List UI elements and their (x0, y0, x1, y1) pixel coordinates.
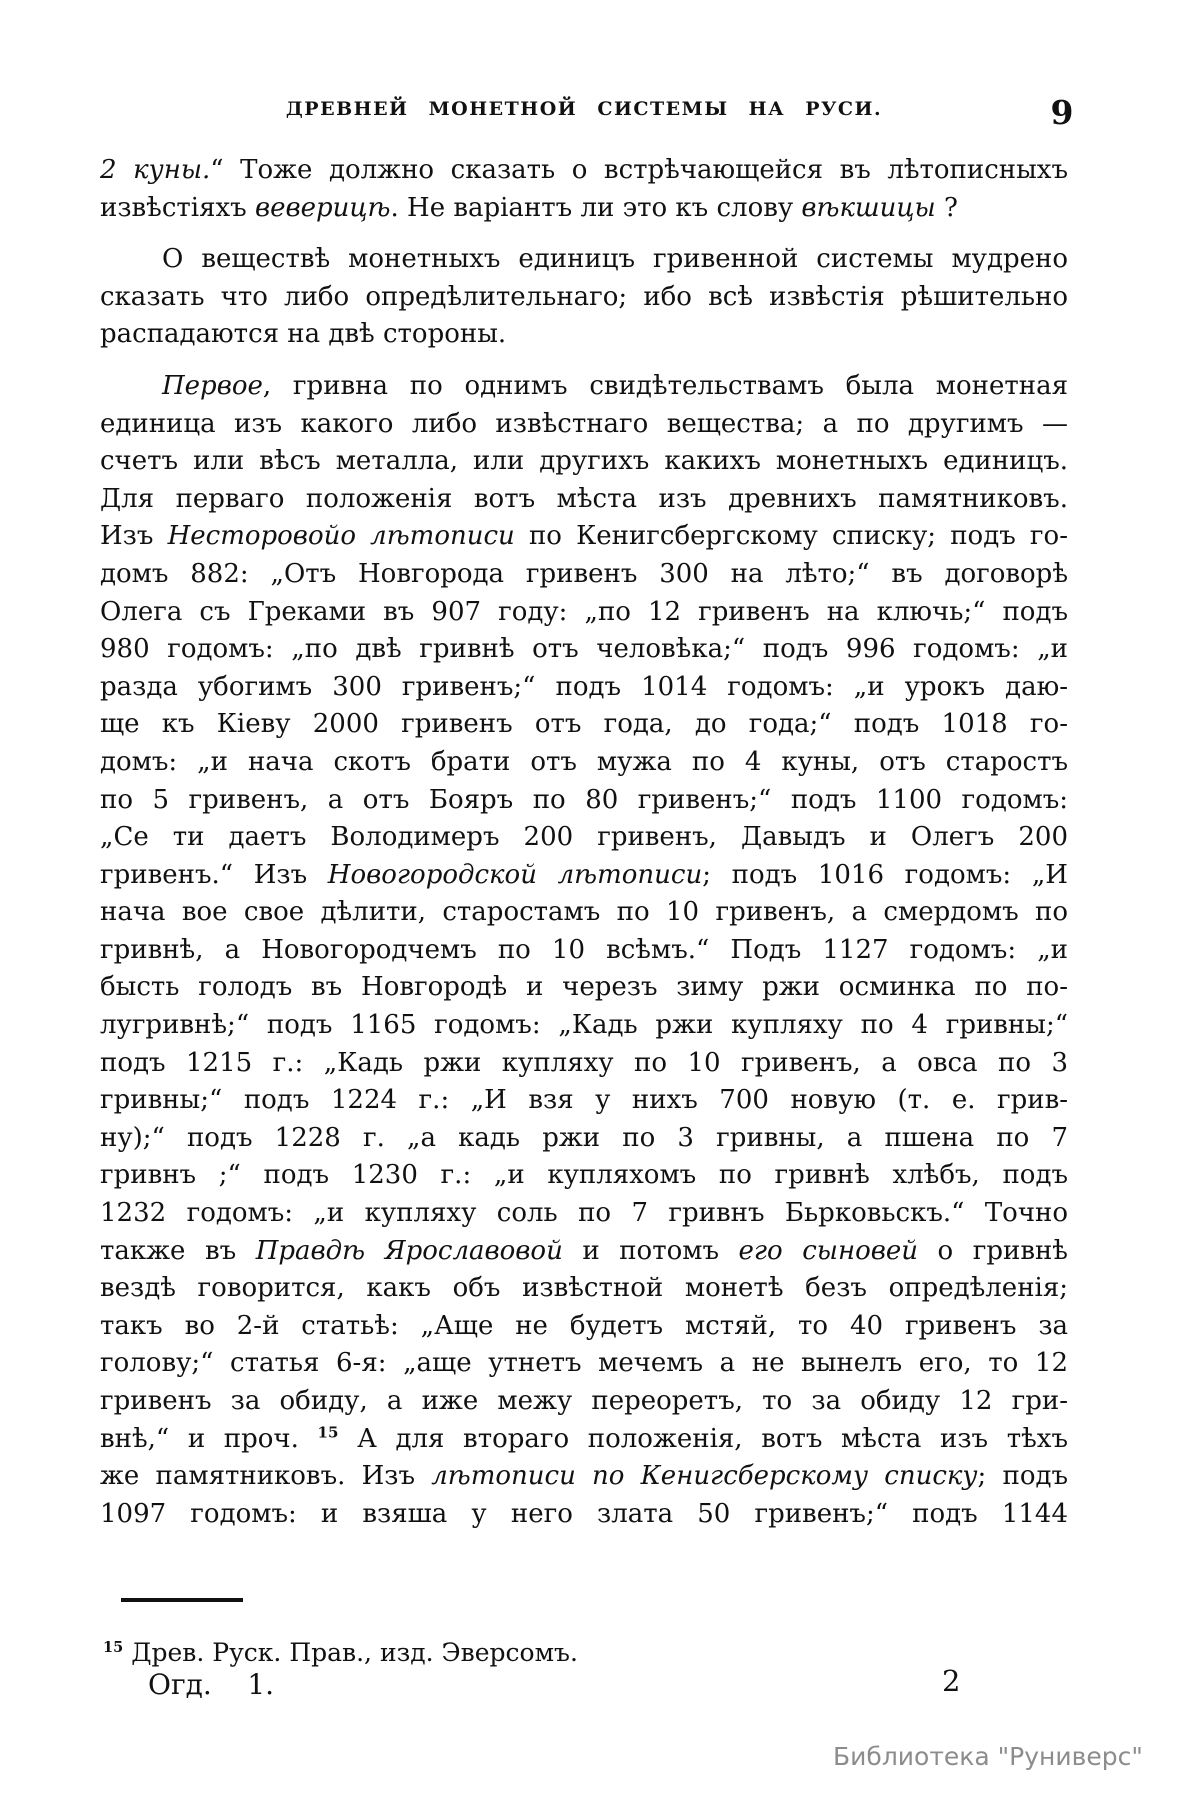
text-line: же памятниковъ. Изъ лѣтописи по Кенигсберскому списку; подъ (100, 1461, 1069, 1492)
library-watermark: Библиотека "Руниверс" (833, 1742, 1143, 1771)
text-line: домъ: „и нача скотъ брати отъ мужа по 4 куны, отъ старостъ (100, 746, 1068, 777)
text-line: разда убогимъ 300 гривенъ;“ подъ 1014 годомъ: „и урокъ даю- (100, 671, 1068, 702)
text-line: внѣ,“ и проч. $^{15}$ А для втораго положенія, вотъ мѣста изъ тѣхъ (100, 1422, 1068, 1454)
text-line: по 5 гривенъ, а отъ Бояръ по 80 гривенъ;“ подъ 1100 годомъ: (100, 784, 1068, 815)
text-line: ну);“ подъ 1228 г. „а кадь ржи по 3 гривны, а пшена по 7 (100, 1122, 1068, 1153)
text-line: голову;“ статья 6-я: „аще утнетъ мечемъ а не вынелъ его, то 12 (100, 1348, 1068, 1379)
paragraph (100, 368, 1068, 1533)
text-line: 2 куны.“ Тоже должно сказать о встрѣчающейся въ лѣтописныхъ (100, 155, 1068, 185)
header-title: ДРЕВНЕЙ МОНЕТНОЙ СИСТЕМЫ НА РУСИ. (285, 98, 883, 120)
text-line: О веществѣ монетныхъ единицъ гривенной системы мудрено (162, 244, 1068, 275)
text-line: гривнѣ, а Новогородчемъ по 10 всѣмъ.“ Подъ 1127 годомъ: „и (100, 934, 1068, 965)
running-header (100, 98, 1068, 120)
text-line: 980 годомъ: „по двѣ гривнѣ отъ человѣка;“ подъ 996 годомъ: „и (100, 634, 1068, 665)
text-line: гривнъ ;“ подъ 1230 г.: „и купляхомъ по гривнѣ хлѣбъ, подъ (100, 1160, 1068, 1191)
text-line: гривенъ.“ Изъ Новогородской лѣтописи; подъ 1016 годомъ: „И (100, 859, 1068, 890)
text-line: Первое, гривна по однимъ свидѣтельствамъ была монетная (162, 370, 1068, 401)
footnote-marker: 15 (103, 1638, 124, 1656)
text-line: подъ 1215 г.: „Кадь ржи купляху по 10 гривенъ, а овса по 3 (100, 1047, 1068, 1078)
text-line: Для перваго положенія вотъ мѣста изъ древнихъ памятниковъ. (100, 483, 1068, 514)
text-line: гривны;“ подъ 1224 г.: „И взя у нихъ 700 новую (т. е. грив- (100, 1085, 1068, 1116)
text-line: „Се ти даетъ Володимеръ 200 гривенъ, Давыдъ и Олегъ 200 (100, 822, 1068, 853)
text-line: сказать что либо опредѣлительнаго; ибо всѣ извѣстія рѣшительно (100, 281, 1068, 312)
text-line: лугривнѣ;“ подъ 1165 годомъ: „Кадь ржи купляху по 4 гривны;“ (100, 1010, 1068, 1041)
text-line: также въ Правдѣ Ярославовой и потомъ его сыновей о гривнѣ (100, 1235, 1068, 1266)
text-line: бысть голодъ въ Новгородѣ и черезъ зиму ржи осминка по по- (100, 972, 1068, 1003)
paragraph (100, 152, 1068, 227)
text-line: такъ во 2-й статьѣ: „Аще не будетъ мстяй, то 40 гривенъ за (100, 1310, 1068, 1341)
signature-number: 2 (942, 1664, 961, 1698)
text-line: Олега съ Греками въ 907 году: „по 12 гривенъ на ключь;“ подъ (100, 596, 1068, 627)
footnote-rule (121, 1598, 243, 1602)
text-line: ще къ Кіеву 2000 гривенъ отъ года, до года;“ подъ 1018 го- (100, 709, 1068, 740)
text-line: 1232 годомъ: „и купляху соль по 7 гривнъ Бьрковьскъ.“ Точно (100, 1198, 1068, 1229)
text-line: нача вое свое дѣлити, старостамъ по 10 гривенъ, а смердомъ по (100, 897, 1068, 928)
footnote (103, 1638, 578, 1667)
signature-left: Огд. 1. (148, 1668, 275, 1701)
footnote-text: Древ. Руск. Прав., изд. Эверсомъ. (131, 1638, 578, 1667)
page-number: 9 (1050, 93, 1074, 132)
paragraph (100, 241, 1068, 354)
text-line: извѣстіяхъ веверицѣ. Не варіантъ ли это къ слову вѣкшицы ? (100, 192, 958, 223)
text-line: распадаются на двѣ стороны. (100, 319, 507, 350)
text-line: Изъ Несторовойо лѣтописи по Кенигсбергскому списку; подъ го- (100, 521, 1068, 552)
text-line: домъ 882: „Отъ Новгорода гривенъ 300 на лѣто;“ въ договорѣ (100, 558, 1068, 589)
page-body (100, 152, 1068, 1547)
text-line: 1097 годомъ: и взяша у него злата 50 гривенъ;“ подъ 1144 (100, 1498, 1068, 1529)
text-line: вездѣ говорится, какъ объ извѣстной монетѣ безъ опредѣленія; (100, 1273, 1068, 1304)
text-line: счетъ или вѣсъ металла, или другихъ какихъ монетныхъ единицъ. (100, 446, 1068, 477)
text-line: гривенъ за обиду, а иже межу переоретъ, то за обиду 12 гри- (100, 1386, 1068, 1416)
text-line: единица изъ какого либо извѣстнаго вещества; а по другимъ — (100, 408, 1068, 439)
